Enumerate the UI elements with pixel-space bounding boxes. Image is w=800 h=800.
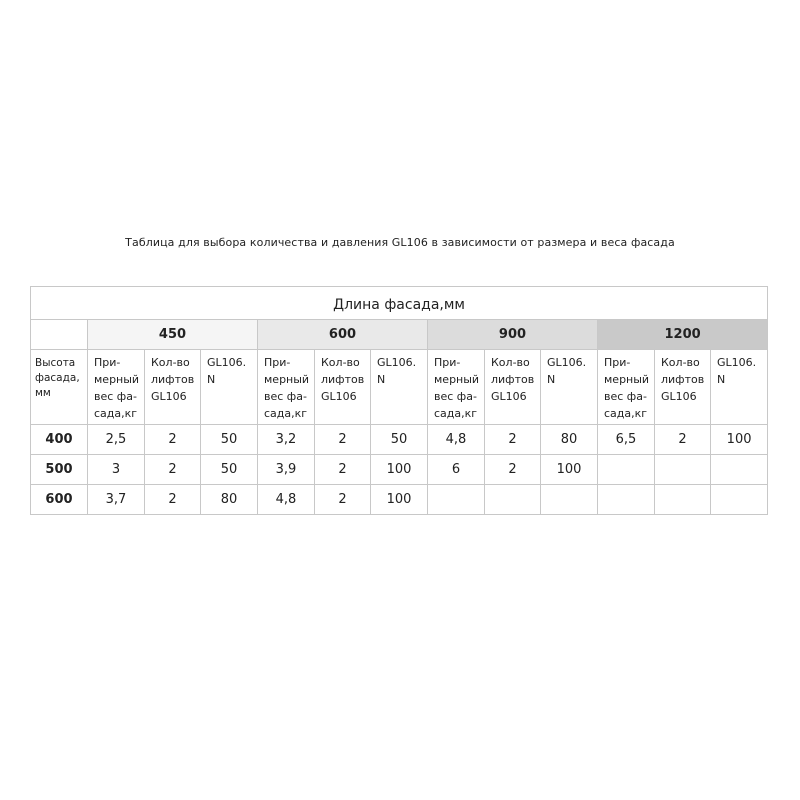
table-row [31, 425, 768, 455]
table-row [31, 455, 768, 485]
table-cell: 80 [201, 485, 258, 515]
table-row [31, 485, 768, 515]
sub-header-line: GL106. [377, 356, 417, 369]
table-cell [711, 455, 768, 485]
sub-header-count [655, 350, 711, 425]
table-cell: 80 [541, 425, 598, 455]
sub-header-line: сада,кг [94, 407, 138, 420]
sub-header-line: вес фа- [604, 390, 647, 403]
sub-header-line: сада,кг [264, 407, 308, 420]
sub-header-line: сада,кг [434, 407, 478, 420]
sub-header-line: N [377, 373, 386, 386]
length-header-900: 900 [428, 320, 598, 350]
sub-header-force [371, 350, 428, 425]
table-cell: 50 [371, 425, 428, 455]
table-cell [598, 455, 655, 485]
row-header-line: Высота [35, 357, 76, 369]
table-cell: 3 [88, 455, 145, 485]
length-header-1200: 1200 [598, 320, 768, 350]
table-cell: 100 [371, 485, 428, 515]
sub-header-line: При- [434, 356, 461, 369]
table-cell: 2 [655, 425, 711, 455]
table-cell: 100 [711, 425, 768, 455]
table-cell [655, 455, 711, 485]
sub-header-line: мерный [94, 373, 140, 386]
corner-cell [31, 320, 88, 350]
sub-header-force [201, 350, 258, 425]
table-cell: 3,7 [88, 485, 145, 515]
sub-header-line: GL106. [207, 356, 247, 369]
table-cell [598, 485, 655, 515]
sub-header-count [485, 350, 541, 425]
table-cell: 4,8 [258, 485, 315, 515]
sub-header-line: При- [604, 356, 631, 369]
sub-header-line: сада,кг [604, 407, 648, 420]
sub-header-line: GL106 [151, 390, 187, 403]
sub-header-line: вес фа- [434, 390, 477, 403]
table-cell [711, 485, 768, 515]
table-cell: 6 [428, 455, 485, 485]
sub-header-line: мерный [264, 373, 310, 386]
table-cell: 2 [315, 425, 371, 455]
table-cell: 50 [201, 425, 258, 455]
table-cell: 4,8 [428, 425, 485, 455]
table-cell: 3,9 [258, 455, 315, 485]
table-cell: 2 [485, 425, 541, 455]
sub-header-line: GL106 [661, 390, 697, 403]
table-cell [428, 485, 485, 515]
sub-header-line: Кол-во [491, 356, 530, 369]
sub-header-line: мерный [604, 373, 650, 386]
table-title [31, 287, 768, 320]
sub-header-line: лифтов [661, 373, 705, 386]
sub-header-force [711, 350, 768, 425]
table-cell: 2 [315, 455, 371, 485]
sub-header-count [145, 350, 201, 425]
sub-header-line: лифтов [321, 373, 365, 386]
row-header-line: фасада, [35, 372, 80, 384]
sub-header-line: N [547, 373, 556, 386]
table-cell: 2 [145, 485, 201, 515]
sub-header-line: GL106. [547, 356, 587, 369]
table-cell: 100 [371, 455, 428, 485]
sub-header-line: GL106 [491, 390, 527, 403]
table-cell: 2 [315, 485, 371, 515]
row-header-line: мм [35, 387, 51, 399]
table-caption: Таблица для выбора количества и давления GL106 в зависимости от размера и веса фасада [125, 236, 675, 249]
table-cell [485, 485, 541, 515]
table-title-text: Длина фасада,мм [333, 297, 465, 313]
sub-header-line: лифтов [151, 373, 195, 386]
sub-header-line: вес фа- [94, 390, 137, 403]
sub-header-line: вес фа- [264, 390, 307, 403]
sub-header-weight [598, 350, 655, 425]
row-header-label [31, 350, 88, 425]
sub-header-line: N [207, 373, 216, 386]
row-height-label: 500 [31, 455, 88, 485]
table-cell: 2 [145, 455, 201, 485]
sub-header-line: GL106. [717, 356, 757, 369]
table-cell: 50 [201, 455, 258, 485]
sub-header-weight [88, 350, 145, 425]
sub-header-line: N [717, 373, 726, 386]
sub-header-line: лифтов [491, 373, 535, 386]
table-cell: 2,5 [88, 425, 145, 455]
table-cell [541, 485, 598, 515]
table-cell: 100 [541, 455, 598, 485]
table-cell [655, 485, 711, 515]
sub-header-force [541, 350, 598, 425]
sub-header-weight [258, 350, 315, 425]
row-height-label: 600 [31, 485, 88, 515]
sub-header-count [315, 350, 371, 425]
length-header-450: 450 [88, 320, 258, 350]
sub-header-line: При- [264, 356, 291, 369]
table-cell: 6,5 [598, 425, 655, 455]
sub-header-line: При- [94, 356, 121, 369]
selection-table [30, 286, 768, 515]
sub-header-line: GL106 [321, 390, 357, 403]
table-cell: 2 [145, 425, 201, 455]
sub-header-line: Кол-во [321, 356, 360, 369]
row-height-label: 400 [31, 425, 88, 455]
table-cell: 3,2 [258, 425, 315, 455]
sub-header-line: Кол-во [151, 356, 190, 369]
sub-header-weight [428, 350, 485, 425]
table-cell: 2 [485, 455, 541, 485]
length-header-600: 600 [258, 320, 428, 350]
sub-header-line: мерный [434, 373, 480, 386]
sub-header-line: Кол-во [661, 356, 700, 369]
